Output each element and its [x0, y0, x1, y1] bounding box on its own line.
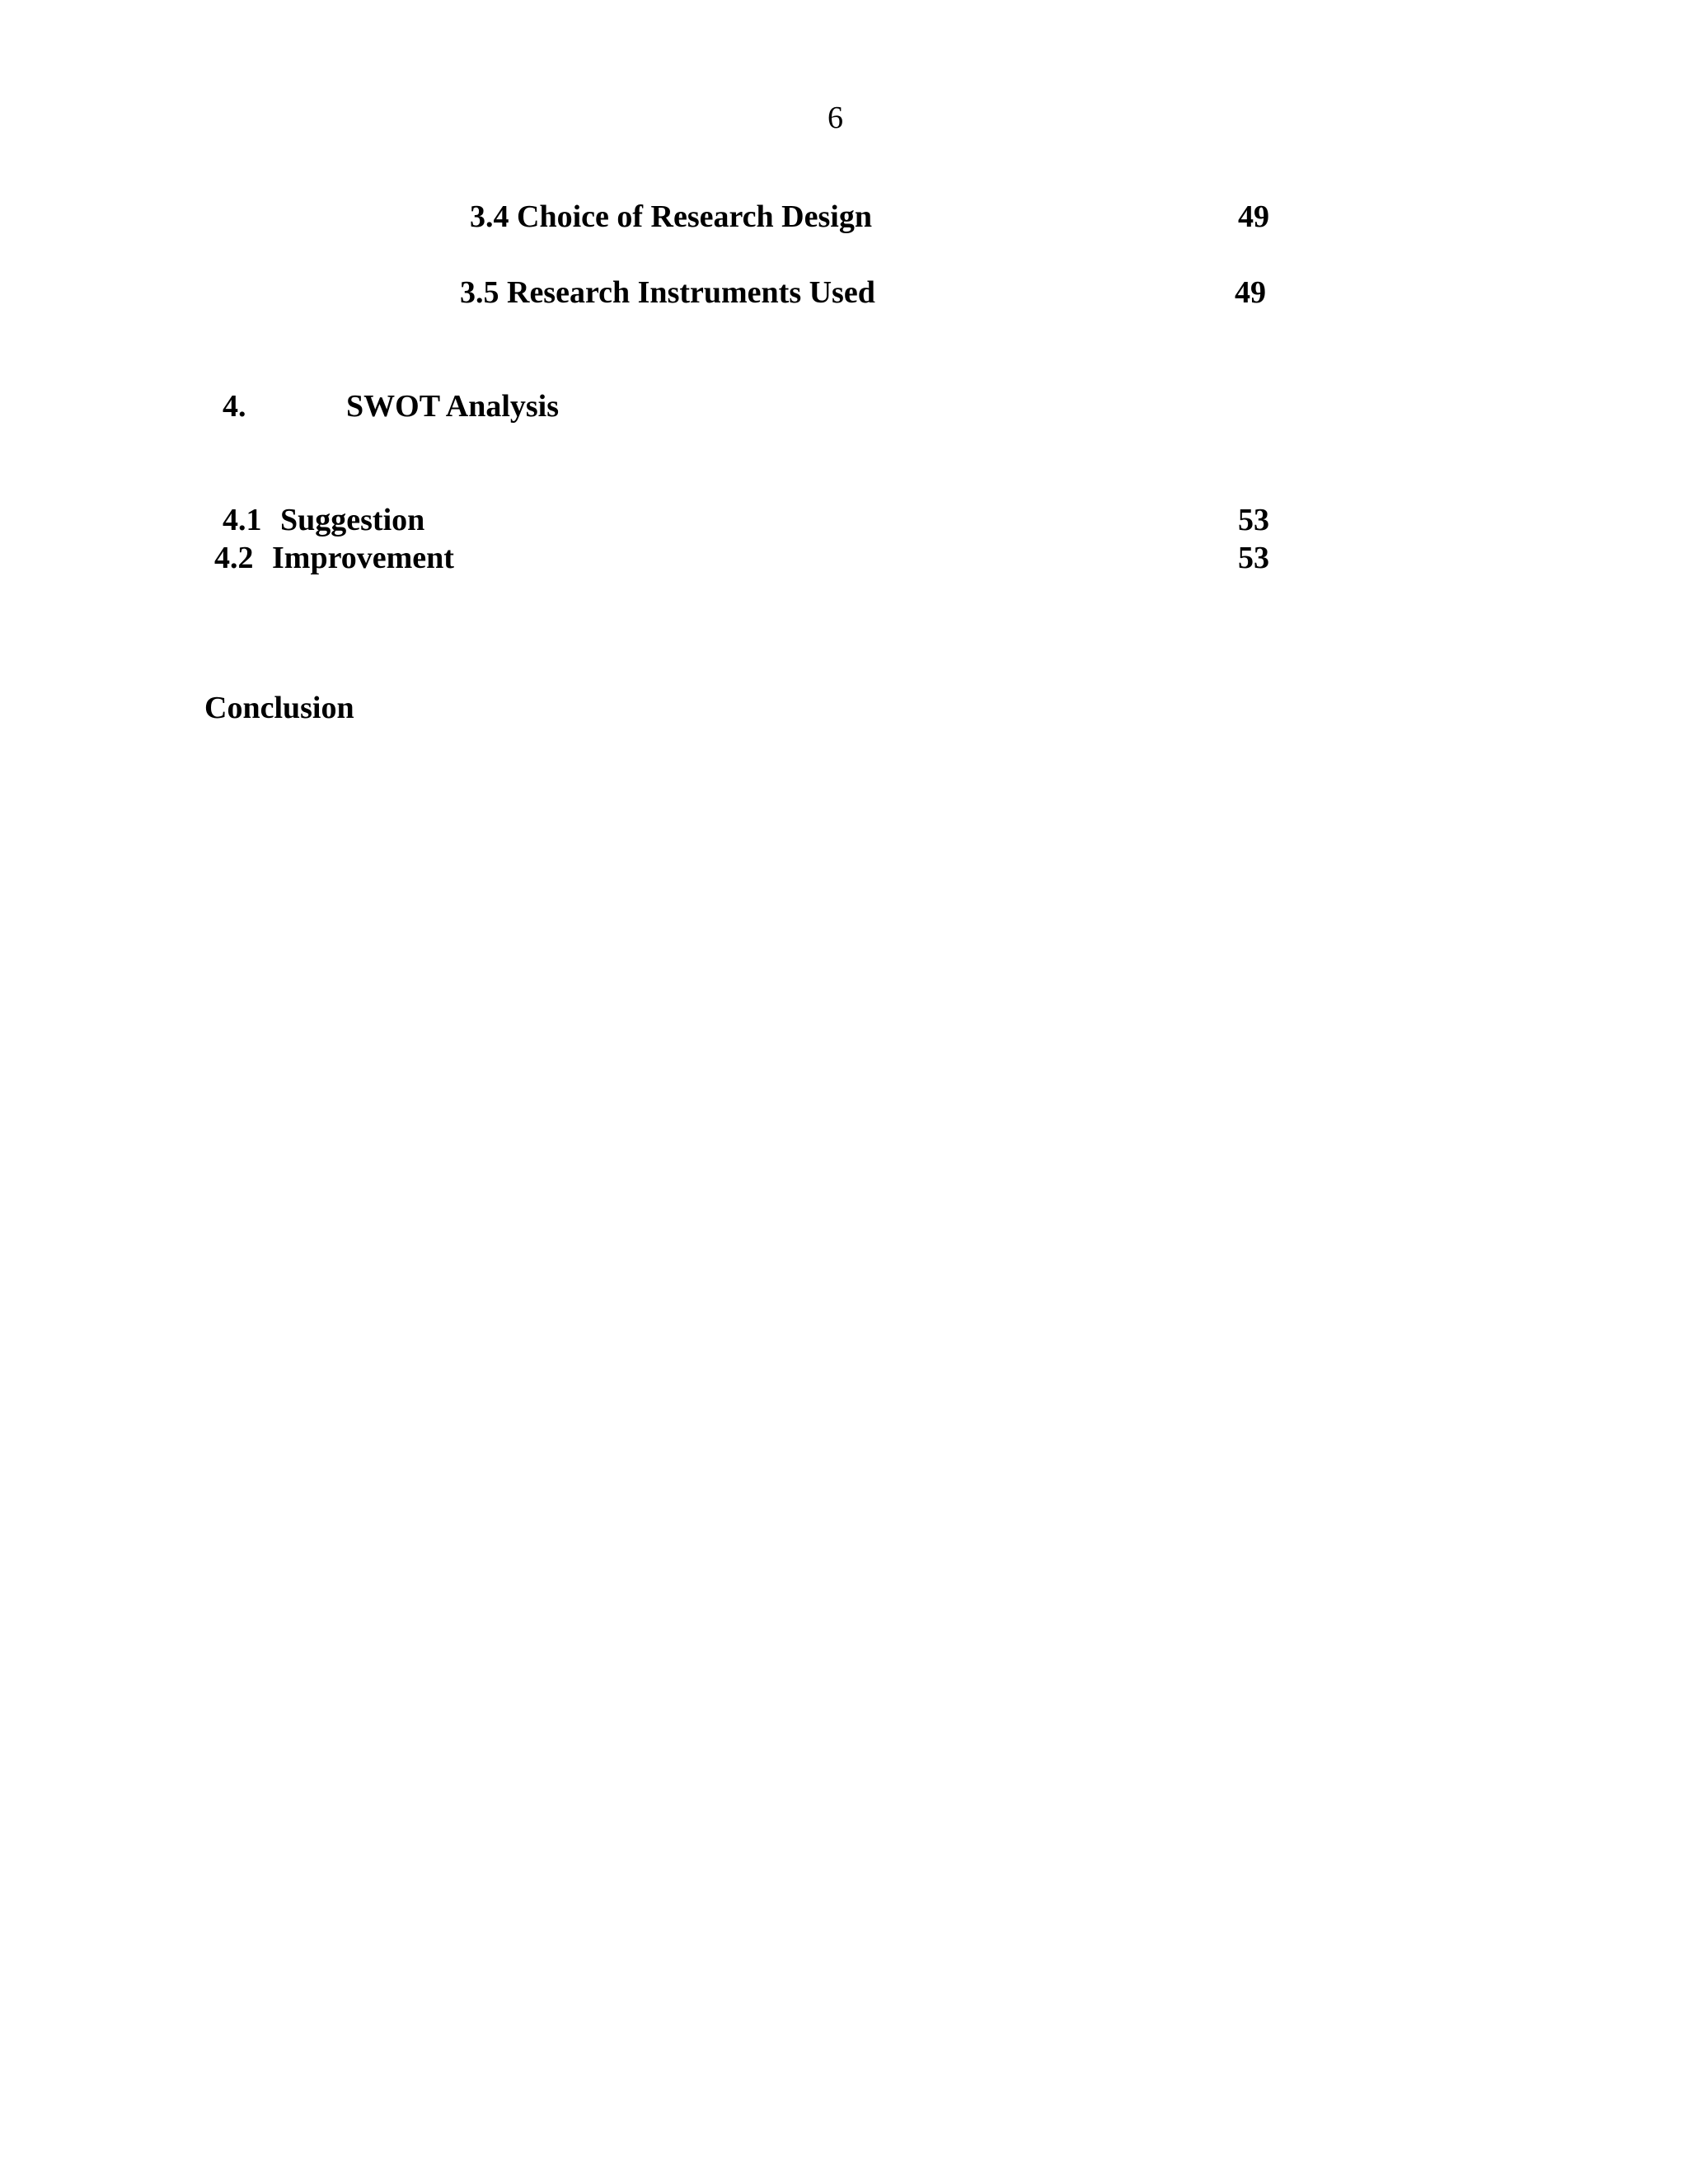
chapter-number: 4.	[223, 389, 246, 424]
toc-entry-page: 49	[1238, 199, 1269, 234]
page-number: 6	[828, 101, 843, 135]
toc-entry-label: 3.4 Choice of Research Design	[470, 199, 872, 234]
toc-entry-label: 3.5 Research Instruments Used	[460, 275, 875, 310]
toc-entry-page: 49	[1235, 275, 1266, 310]
subsection-title: Improvement	[272, 541, 454, 575]
subsection-number: 4.2	[214, 541, 254, 575]
subsection-page: 53	[1238, 541, 1269, 575]
conclusion-heading: Conclusion	[204, 691, 354, 725]
subsection-title: Suggestion	[280, 503, 425, 537]
subsection-page: 53	[1238, 503, 1269, 537]
chapter-title: SWOT Analysis	[346, 389, 560, 424]
subsection-number: 4.1	[223, 503, 262, 537]
